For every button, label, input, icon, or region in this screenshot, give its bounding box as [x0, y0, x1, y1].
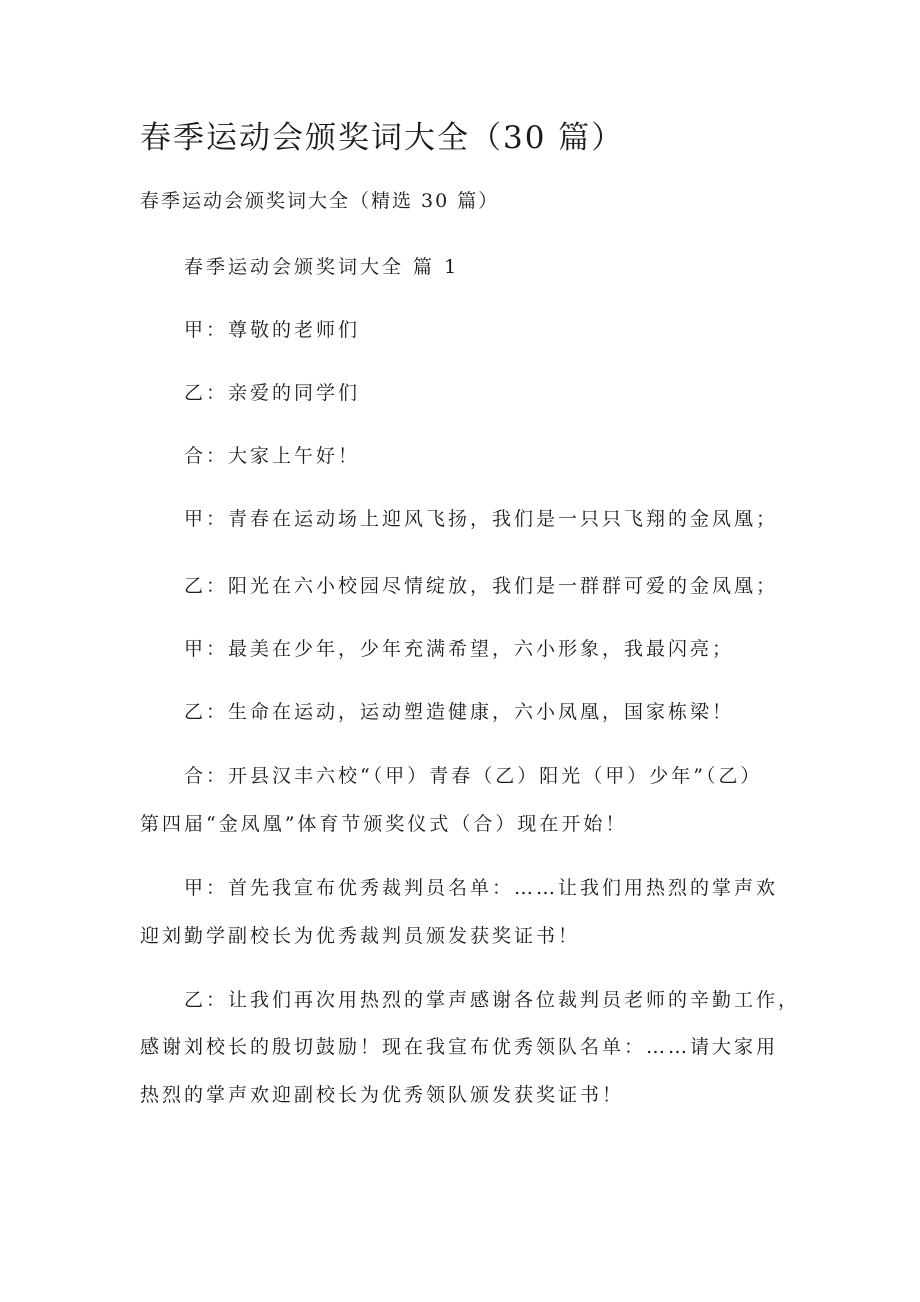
paragraph-line: 乙：生命在运动，运动塑造健康，六小凤凰，国家栋梁！	[184, 701, 735, 723]
paragraph-line: 乙：亲爱的同学们	[184, 382, 361, 404]
document-title: 春季运动会颁奖词大全（30 篇）	[140, 120, 625, 156]
paragraph-line: 甲：尊敬的老师们	[184, 319, 361, 341]
paragraph-line: 第四届“金凤凰”体育节颁奖仪式（合）现在开始！	[140, 813, 628, 835]
paragraph-line: 甲：首先我宣布优秀裁判员名单：……让我们用热烈的掌声欢	[184, 877, 779, 899]
paragraph-line: 乙：让我们再次用热烈的掌声感谢各位裁判员老师的辛勤工作，	[184, 989, 801, 1011]
section-heading: 春季运动会颁奖词大全 篇 1	[184, 256, 460, 278]
paragraph-line: 迎刘勤学副校长为优秀裁判员颁发获奖证书！	[140, 925, 581, 947]
paragraph-line: 甲：青春在运动场上迎风飞扬，我们是一只只飞翔的金凤凰；	[184, 508, 779, 530]
paragraph-line: 乙：阳光在六小校园尽情绽放，我们是一群群可爱的金凤凰；	[184, 575, 779, 597]
document-subtitle: 春季运动会颁奖词大全（精选 30 篇）	[140, 190, 500, 212]
paragraph-line: 合：大家上午好！	[184, 445, 361, 467]
paragraph-line: 感谢刘校长的殷切鼓励！现在我宣布优秀领队名单：……请大家用	[140, 1036, 779, 1058]
paragraph-line: 甲：最美在少年，少年充满希望，六小形象，我最闪亮；	[184, 638, 735, 660]
paragraph-line: 热烈的掌声欢迎副校长为优秀领队颁发获奖证书！	[140, 1084, 625, 1106]
paragraph-line: 合：开县汉丰六校“（甲）青春（乙）阳光（甲）少年”（乙）	[184, 765, 763, 787]
